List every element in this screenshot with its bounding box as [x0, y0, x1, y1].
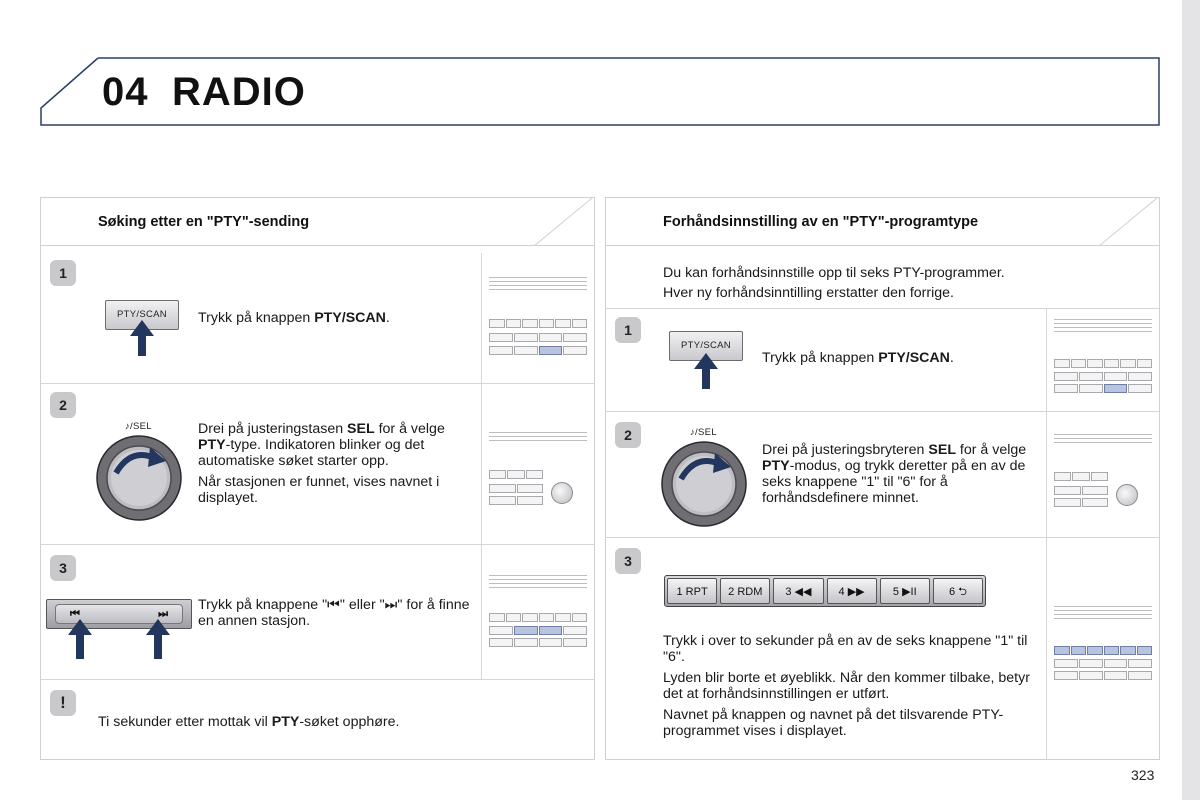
- left-panel-title: Søking etter en "PTY"-sending: [98, 214, 310, 230]
- preset-button-6[interactable]: 6 ⮌: [933, 578, 983, 604]
- page-number: 323: [1131, 767, 1155, 783]
- left-panel: [40, 197, 595, 760]
- arrow-up-icon: [146, 619, 170, 659]
- radio-panel-thumbnail: [1046, 309, 1159, 411]
- radio-panel-thumbnail: [481, 545, 594, 679]
- left-step-2-text: Drei på justeringstasen SEL for å velge PTY-type. Indikatoren blinker og det automatiske søket starter opp. Når stasjonen er funnet, vises navnet i displayet.: [198, 421, 445, 506]
- step-badge: 1: [50, 260, 76, 286]
- pty-scan-button[interactable]: PTY/SCAN: [105, 300, 179, 330]
- radio-panel-thumbnail: [481, 384, 594, 544]
- right-step-2: [606, 412, 1159, 538]
- preset-button-3[interactable]: 3 ◀◀: [773, 578, 823, 604]
- step-badge: 1: [615, 317, 641, 343]
- preset-button-1[interactable]: 1 RPT: [667, 578, 717, 604]
- arrow-up-icon: [68, 619, 92, 659]
- page-edge-strip: [1182, 0, 1200, 800]
- left-step-2: [41, 384, 594, 545]
- right-step-3: [606, 538, 1159, 760]
- chapter-number: 04: [102, 70, 149, 114]
- next-track-button[interactable]: ⏭: [158, 608, 168, 620]
- warning-icon: !: [50, 690, 76, 716]
- left-step-3: [41, 545, 594, 680]
- right-panel-title-bar: [606, 198, 1159, 246]
- left-panel-title-bar: [41, 198, 594, 246]
- radio-panel-thumbnail: [481, 253, 594, 383]
- sel-knob-label: ♪/SEL: [690, 427, 717, 438]
- right-intro: [606, 253, 1159, 309]
- right-step-1-text: Trykk på knappen PTY/SCAN.: [762, 350, 954, 366]
- step-badge: 2: [615, 422, 641, 448]
- step-badge: 3: [615, 548, 641, 574]
- chapter-header: [40, 57, 1160, 126]
- preset-button-4[interactable]: 4 ▶▶: [827, 578, 877, 604]
- sel-knob[interactable]: [96, 435, 182, 521]
- chapter-title: RADIO: [172, 70, 306, 114]
- pty-scan-button[interactable]: PTY/SCAN: [669, 331, 743, 361]
- left-step-1-text: Trykk på knappen PTY/SCAN.: [198, 310, 390, 326]
- right-step-1: [606, 309, 1159, 412]
- right-step-3-text: Trykk i over to sekunder på en av de seks knappene "1" til "6". Lyden blir borte et øyeblikk. Når den kommer tilbake, betyr det at forhåndsinnstillingen er utført. Navnet på knappen og navnet på det tilsvarende PTY-programmet vises i displayet.: [663, 633, 1030, 739]
- title-corner-decoration: [1099, 198, 1159, 246]
- sel-knob-label: ♪/SEL: [125, 421, 152, 432]
- right-step-2-text: Drei på justeringsbryteren SEL for å velge PTY-modus, og trykk deretter på en av de seks knappene "1" til "6" for å forhåndsdefinere minnet.: [762, 442, 1027, 506]
- preset-button-5[interactable]: 5 ▶II: [880, 578, 930, 604]
- previous-track-button[interactable]: ⏮: [70, 608, 80, 620]
- arrow-up-icon: [130, 320, 154, 356]
- left-step-1: [41, 253, 594, 384]
- right-intro-text: Du kan forhåndsinnstille opp til seks PTY-programmer. Hver ny forhåndsinntilling erstatter den forrige.: [663, 265, 1005, 301]
- arrow-up-icon: [694, 353, 718, 389]
- preset-button-strip: [664, 575, 986, 607]
- right-panel-title: Forhåndsinnstilling av en "PTY"-programtype: [663, 214, 979, 230]
- left-note: [41, 680, 594, 760]
- preset-button-2[interactable]: 2 RDM: [720, 578, 770, 604]
- radio-panel-thumbnail: [1046, 412, 1159, 537]
- right-panel: [605, 197, 1160, 760]
- step-badge: 3: [50, 555, 76, 581]
- radio-panel-thumbnail: [1046, 538, 1159, 760]
- title-corner-decoration: [534, 198, 594, 246]
- sel-knob[interactable]: [661, 441, 747, 527]
- left-step-3-text: Trykk på knappene "⏮" eller "⏭" for å finne en annen stasjon.: [198, 597, 470, 629]
- left-note-text: Ti sekunder etter mottak vil PTY-søket opphøre.: [98, 714, 400, 730]
- step-badge: 2: [50, 392, 76, 418]
